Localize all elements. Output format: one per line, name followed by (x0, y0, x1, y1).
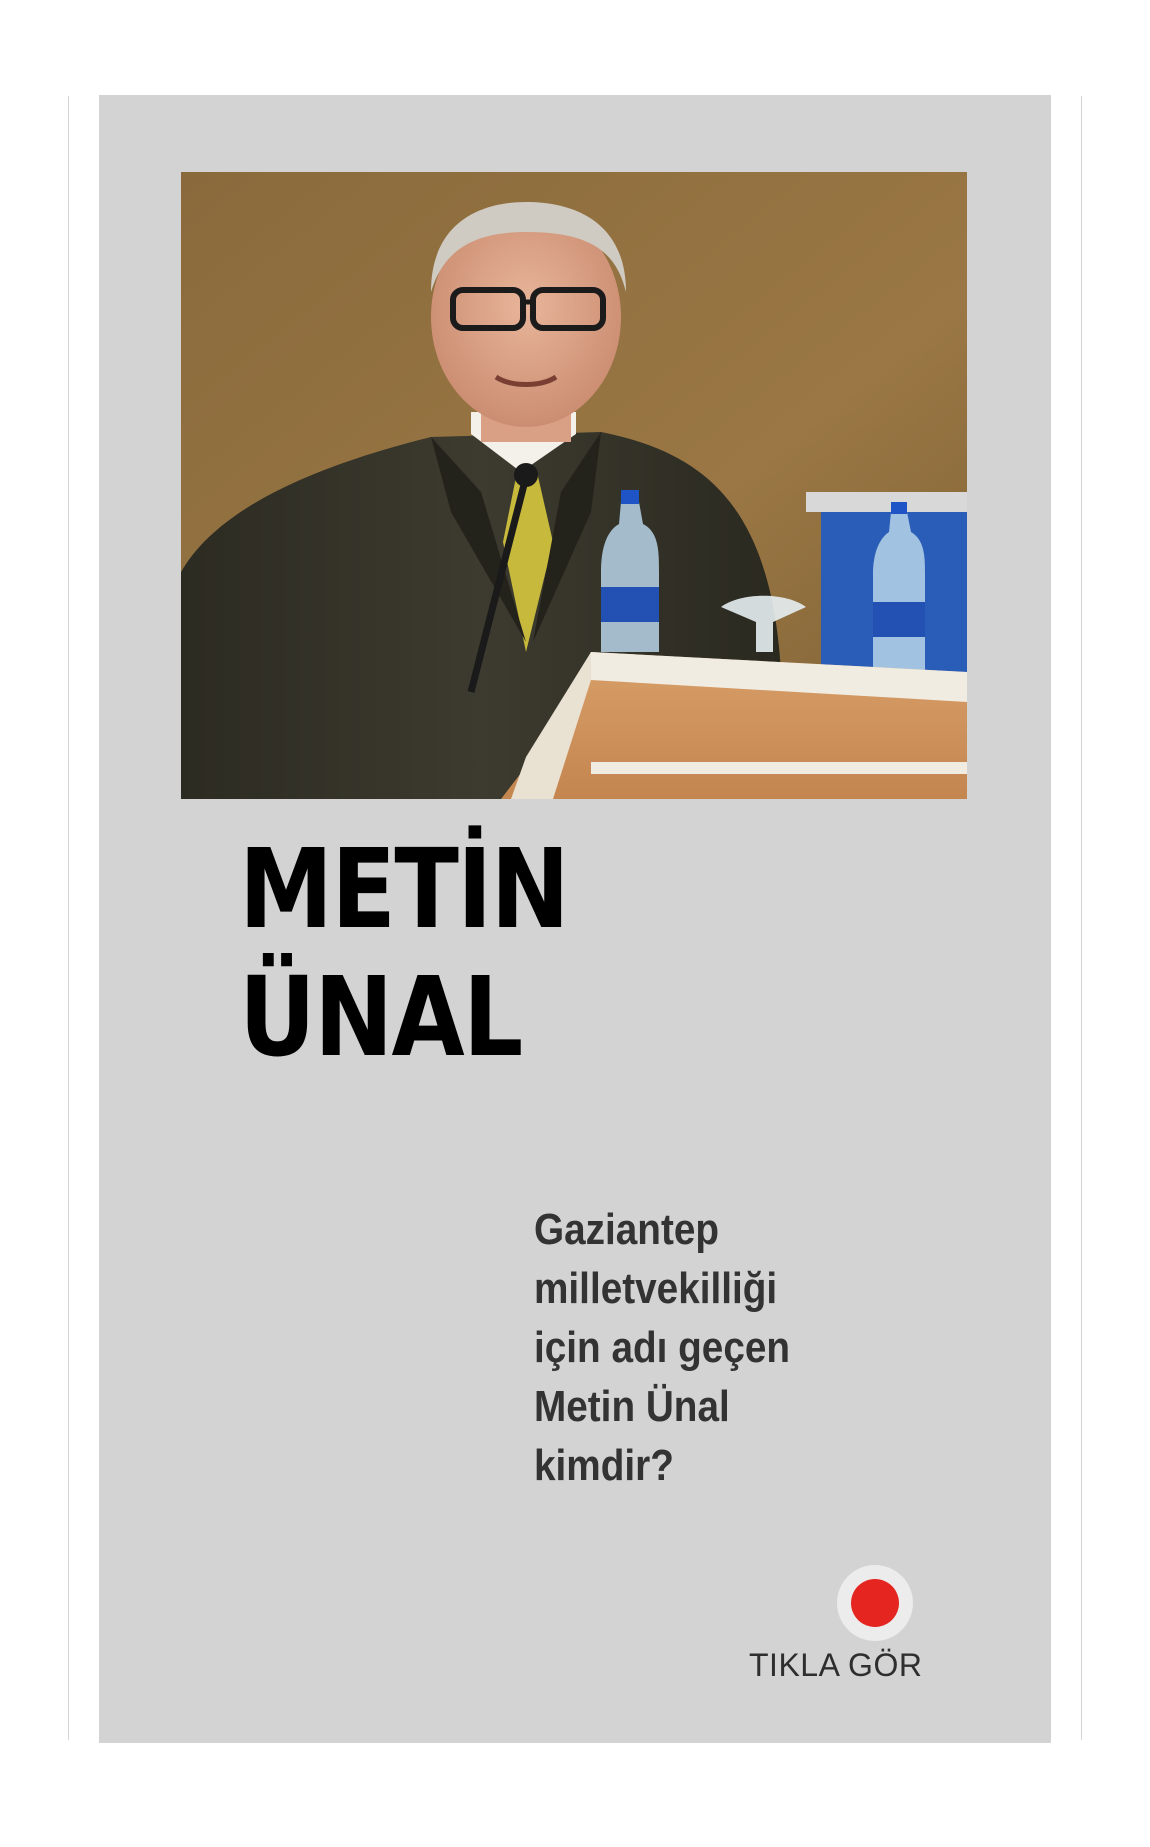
speaker-photo (181, 172, 967, 799)
headline-name-line-1: METİN (239, 825, 569, 953)
story-card (99, 95, 1051, 1743)
cta-dot-ring (837, 1565, 913, 1641)
red-dot-icon (851, 1579, 899, 1627)
headline-name (239, 825, 568, 1081)
headline-name-line-2: ÜNAL (239, 953, 522, 1081)
story-question: Gaziantep milletvekilliği için adı geçen Metin Ünal kimdir? (534, 1205, 791, 1490)
right-divider (1081, 96, 1082, 1740)
tikla-gor-button[interactable] (749, 1565, 949, 1685)
tikla-gor-label: TIKLA GÖR (749, 1647, 923, 1683)
left-divider (68, 96, 69, 1740)
